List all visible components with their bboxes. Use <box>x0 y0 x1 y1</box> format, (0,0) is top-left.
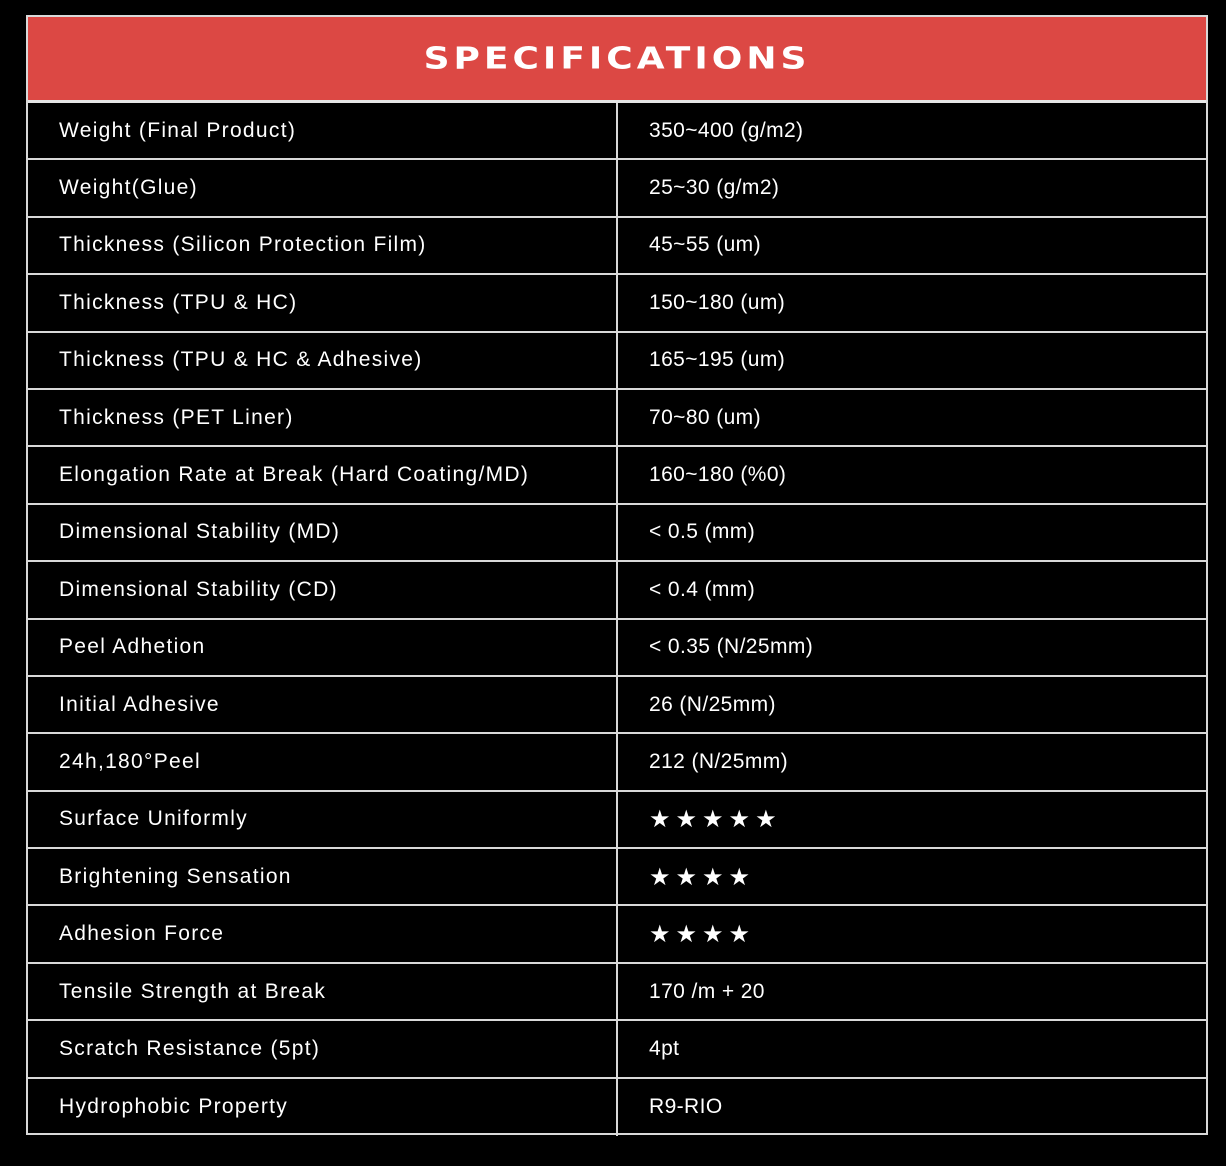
table-row <box>28 1079 1206 1136</box>
spec-value: 160~180 (%0) <box>649 463 787 487</box>
spec-value: R9-RIO <box>649 1095 723 1119</box>
spec-label: Elongation Rate at Break (Hard Coating/MD) <box>28 447 618 502</box>
spec-label: Hydrophobic Property <box>28 1079 618 1136</box>
table-row <box>28 734 1206 791</box>
star-rating: ★★★★ <box>649 862 756 891</box>
spec-label: Dimensional Stability (CD) <box>28 562 618 617</box>
table-row <box>28 849 1206 906</box>
table-row <box>28 964 1206 1021</box>
specifications-table <box>26 15 1208 1135</box>
table-row <box>28 1021 1206 1078</box>
spec-label: Weight (Final Product) <box>28 103 618 158</box>
table-row <box>28 333 1206 390</box>
spec-label: Thickness (Silicon Protection Film) <box>28 218 618 273</box>
spec-value: 170 /m + 20 <box>649 979 765 1003</box>
table-title: SPECIFICATIONS <box>423 41 811 76</box>
spec-rows <box>28 103 1206 1136</box>
star-rating: ★★★★★ <box>649 805 782 834</box>
table-row <box>28 103 1206 160</box>
table-row <box>28 160 1206 217</box>
table-header <box>28 17 1206 103</box>
spec-label: Adhesion Force <box>28 906 618 961</box>
table-row <box>28 792 1206 849</box>
spec-value: 45~55 (um) <box>649 233 761 257</box>
spec-value: 350~400 (g/m2) <box>649 118 804 142</box>
spec-label: Brightening Sensation <box>28 849 618 904</box>
table-row <box>28 390 1206 447</box>
table-row <box>28 620 1206 677</box>
spec-label: Surface Uniformly <box>28 792 618 847</box>
spec-label: Weight(Glue) <box>28 160 618 215</box>
star-rating: ★★★★ <box>649 920 756 949</box>
table-row <box>28 275 1206 332</box>
table-row <box>28 906 1206 963</box>
spec-label: 24h,180°Peel <box>28 734 618 789</box>
spec-label: Scratch Resistance (5pt) <box>28 1021 618 1076</box>
spec-label: Thickness (PET Liner) <box>28 390 618 445</box>
spec-label: Thickness (TPU & HC & Adhesive) <box>28 333 618 388</box>
spec-label: Dimensional Stability (MD) <box>28 505 618 560</box>
spec-value: 165~195 (um) <box>649 348 786 372</box>
spec-value: 26 (N/25mm) <box>649 692 776 716</box>
spec-value: 4pt <box>649 1036 680 1060</box>
spec-label: Tensile Strength at Break <box>28 964 618 1019</box>
spec-value: < 0.35 (N/25mm) <box>649 635 814 659</box>
spec-label: Initial Adhesive <box>28 677 618 732</box>
spec-value: 212 (N/25mm) <box>649 749 789 773</box>
spec-label: Thickness (TPU & HC) <box>28 275 618 330</box>
spec-value: 150~180 (um) <box>649 290 786 314</box>
table-row <box>28 505 1206 562</box>
spec-value: 70~80 (um) <box>649 405 761 429</box>
table-row <box>28 447 1206 504</box>
spec-value: < 0.4 (mm) <box>649 577 756 601</box>
table-row <box>28 677 1206 734</box>
spec-label: Peel Adhetion <box>28 620 618 675</box>
spec-value: < 0.5 (mm) <box>649 520 756 544</box>
table-row <box>28 218 1206 275</box>
table-row <box>28 562 1206 619</box>
spec-value: 25~30 (g/m2) <box>649 176 780 200</box>
